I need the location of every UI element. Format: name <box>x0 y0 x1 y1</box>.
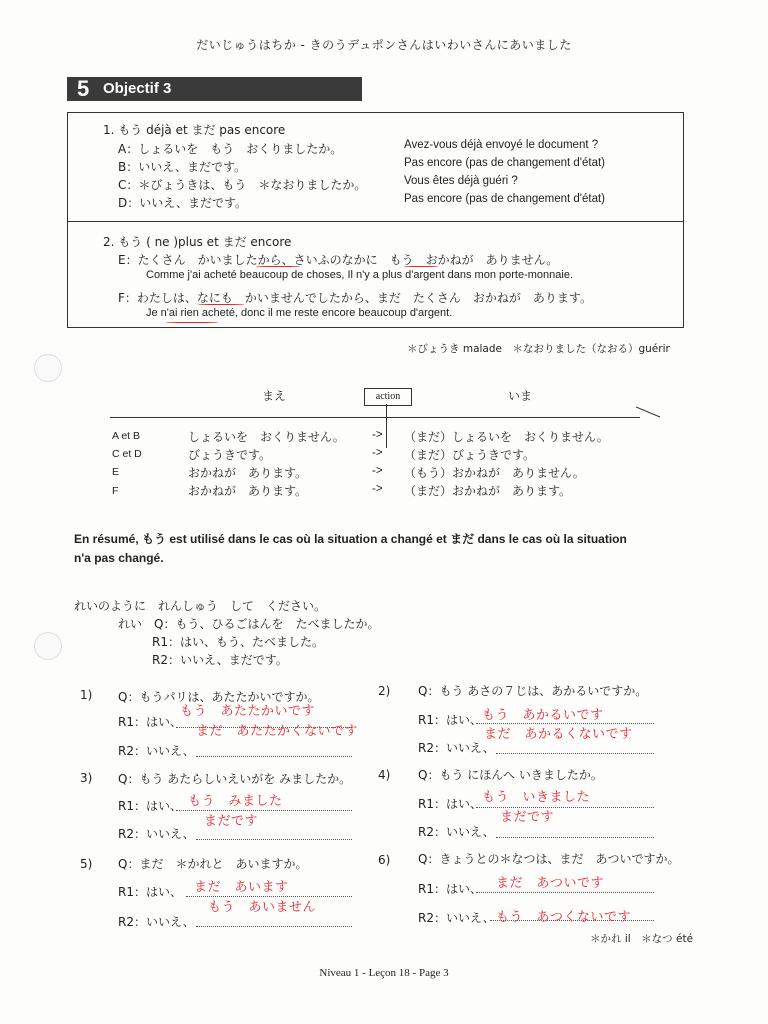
part1-line-a-fr: Avez-vous déjà envoyé le document ? <box>404 139 599 151</box>
handwritten-answer-r2: まだ あたたかくないです <box>196 724 359 739</box>
part1-heading: 1. もう déjà et まだ pas encore <box>103 123 286 137</box>
handwritten-answer-r1: まだ あついです <box>496 876 605 891</box>
exercise-r2-label: R2：いいえ、 <box>418 911 495 925</box>
timeline-arrowhead <box>636 405 662 421</box>
handwritten-answer-r1: まだ あいます <box>194 880 289 895</box>
example-r1: R1：はい、もう、たべました。 <box>152 635 324 649</box>
answer-line <box>476 891 654 893</box>
glossary-1: ＊びょうき malade ＊なおりました（なおる）guérir <box>407 343 670 355</box>
timeline-action-box: action <box>364 388 412 406</box>
timeline-row-label: A et B <box>112 430 141 442</box>
timeline-row-label: E <box>112 466 120 478</box>
timeline-row-after: （まだ）おかねが あります。 <box>404 484 572 498</box>
exercise-number: 4) <box>378 768 391 782</box>
exercise-number: 2) <box>378 684 391 698</box>
answer-line <box>496 752 654 754</box>
answer-line <box>196 925 352 927</box>
part1-line-a-jp: A：しょるいを もう おくりましたか。 <box>118 142 343 156</box>
answer-line <box>196 755 352 757</box>
timeline-row-before: おかねが あります。 <box>188 466 308 480</box>
section-number: 5 <box>77 76 90 101</box>
exercise-number: 5) <box>80 857 93 871</box>
page-footer: Niveau 1 - Leçon 18 - Page 3 <box>319 967 449 979</box>
part1-line-b-jp: B：いいえ、まだです。 <box>118 160 246 174</box>
exercise-r1-label: R1：はい、 <box>418 797 482 811</box>
exercise-r2-label: R2：いいえ、 <box>418 825 495 839</box>
page-header: だいじゅうはちか - きのうデュポンさんはいわいさんにあいました <box>196 38 572 52</box>
exercise-number: 6) <box>378 853 391 867</box>
exercise-r1-label: R1：はい、 <box>118 799 182 813</box>
timeline-row-before: しょるいを おくりません。 <box>188 430 345 444</box>
answer-line <box>496 836 654 838</box>
part2-f-fr: Je n'ai rien acheté, donc il me reste encore beaucoup d'argent. <box>146 307 453 319</box>
part1-line-b-fr: Pas encore (pas de changement d'état) <box>404 157 606 169</box>
section-title: Objectif 3 <box>103 80 172 97</box>
exercise-number: 3) <box>80 771 93 785</box>
exercise-number: 1) <box>80 688 93 702</box>
exercise-question: Q：もう にほんへ いきましたか。 <box>418 768 603 782</box>
handwritten-answer-r2: まだ あかるくないです <box>484 727 633 742</box>
underline-kara <box>256 266 300 267</box>
part1-line-d-fr: Pas encore (pas de changement d'état) <box>404 193 606 205</box>
timeline-row-label: C et D <box>112 448 142 460</box>
handwritten-answer-r2: まだです <box>500 810 555 825</box>
exercise-r2-label: R2：いいえ、 <box>118 744 195 758</box>
punch-hole <box>34 354 62 382</box>
part1-line-c-fr: Vous êtes déjà guéri ? <box>404 175 518 187</box>
exercise-question: Q：もう あたらしいえいがを みましたか。 <box>118 772 352 786</box>
answer-line <box>196 838 352 840</box>
timeline-row-before: びょうきです。 <box>188 448 272 462</box>
timeline-now-label: いま <box>508 389 533 403</box>
part2-e-fr: Comme j'ai acheté beaucoup de choses, Il n'y a plus d'argent dans mon porte-monnaie. <box>146 269 573 281</box>
answer-line <box>176 809 352 811</box>
section-banner <box>67 77 362 101</box>
handwritten-answer-r2: もう あつくないです <box>496 910 632 925</box>
timeline-row-after: （まだ）しょるいを おくりません。 <box>404 430 609 444</box>
exercise-r1-label: R1：はい、 <box>118 885 182 899</box>
exercise-r1-label: R1：はい、 <box>418 882 482 896</box>
exercise-instruction: れいのように れんしゅう して ください。 <box>74 599 327 613</box>
handwritten-answer-r2: まだです <box>204 814 259 829</box>
part2-f-jp: F：わたしは、なにも かいませんでしたから、まだ たくさん おかねが あります。 <box>118 291 592 305</box>
timeline-row-arrow: -> <box>372 429 383 441</box>
example-question: れい Q：もう、ひるごはんを たべましたか。 <box>118 617 380 631</box>
timeline-action-tick <box>386 404 387 448</box>
underline-rien <box>166 322 218 323</box>
timeline-before-label: まえ <box>262 389 287 403</box>
timeline-line <box>110 417 640 418</box>
exercise-r2-label: R2：いいえ、 <box>118 915 195 929</box>
summary-line-1: En résumé, もう est utilisé dans le cas où la situation a changé et まだ dans le cas où la situation <box>74 532 627 546</box>
timeline-row-after: （もう）おかねが ありません。 <box>404 466 585 480</box>
summary-line-2: n'a pas changé. <box>74 551 164 565</box>
exercise-r1-label: R1：はい、 <box>418 713 482 727</box>
handwritten-answer-r1: もう みました <box>188 794 283 809</box>
exercise-r2-label: R2：いいえ、 <box>418 741 495 755</box>
handwritten-answer-r2: もう あいません <box>208 900 317 915</box>
timeline-row-arrow: -> <box>372 465 383 477</box>
timeline-row-after: （まだ）びょうきです。 <box>404 448 536 462</box>
exercise-question: Q：まだ ＊かれと あいますか。 <box>118 857 308 871</box>
part2-e-jp: E：たくさん かいましたから、さいふのなかに もう おかねが ありません。 <box>118 253 559 267</box>
exercise-question: Q：もうパリは、あたたかいですか。 <box>118 690 320 704</box>
handwritten-answer-r1: もう いきました <box>482 790 591 805</box>
handwritten-answer-r1: もう あかるいです <box>482 708 604 723</box>
part1-line-c-jp: C：＊びょうきは、もう ＊なおりましたか。 <box>118 178 367 192</box>
part1-line-d-jp: D：いいえ、まだです。 <box>118 196 248 210</box>
exercise-r1-label: R1：はい、 <box>118 715 182 729</box>
example-r2: R2：いいえ、まだです。 <box>152 653 288 667</box>
punch-hole <box>34 632 62 660</box>
box-divider <box>67 221 684 222</box>
exercise-r2-label: R2：いいえ、 <box>118 827 195 841</box>
timeline-row-arrow: -> <box>372 447 383 459</box>
timeline-row-before: おかねが あります。 <box>188 484 308 498</box>
glossary-2: ＊かれ il ＊なつ été <box>590 933 694 945</box>
timeline-row-label: F <box>112 485 119 497</box>
timeline-row-arrow: -> <box>372 483 383 495</box>
exercise-question: Q：きょうとの＊なつは、まだ あついですか。 <box>418 852 680 866</box>
exercise-question: Q：もう あさの７じは、あかるいですか。 <box>418 684 648 698</box>
handwritten-answer-r1: もう あたたかいです <box>180 704 316 719</box>
part2-heading: 2. もう ( ne )plus et まだ encore <box>103 235 292 249</box>
